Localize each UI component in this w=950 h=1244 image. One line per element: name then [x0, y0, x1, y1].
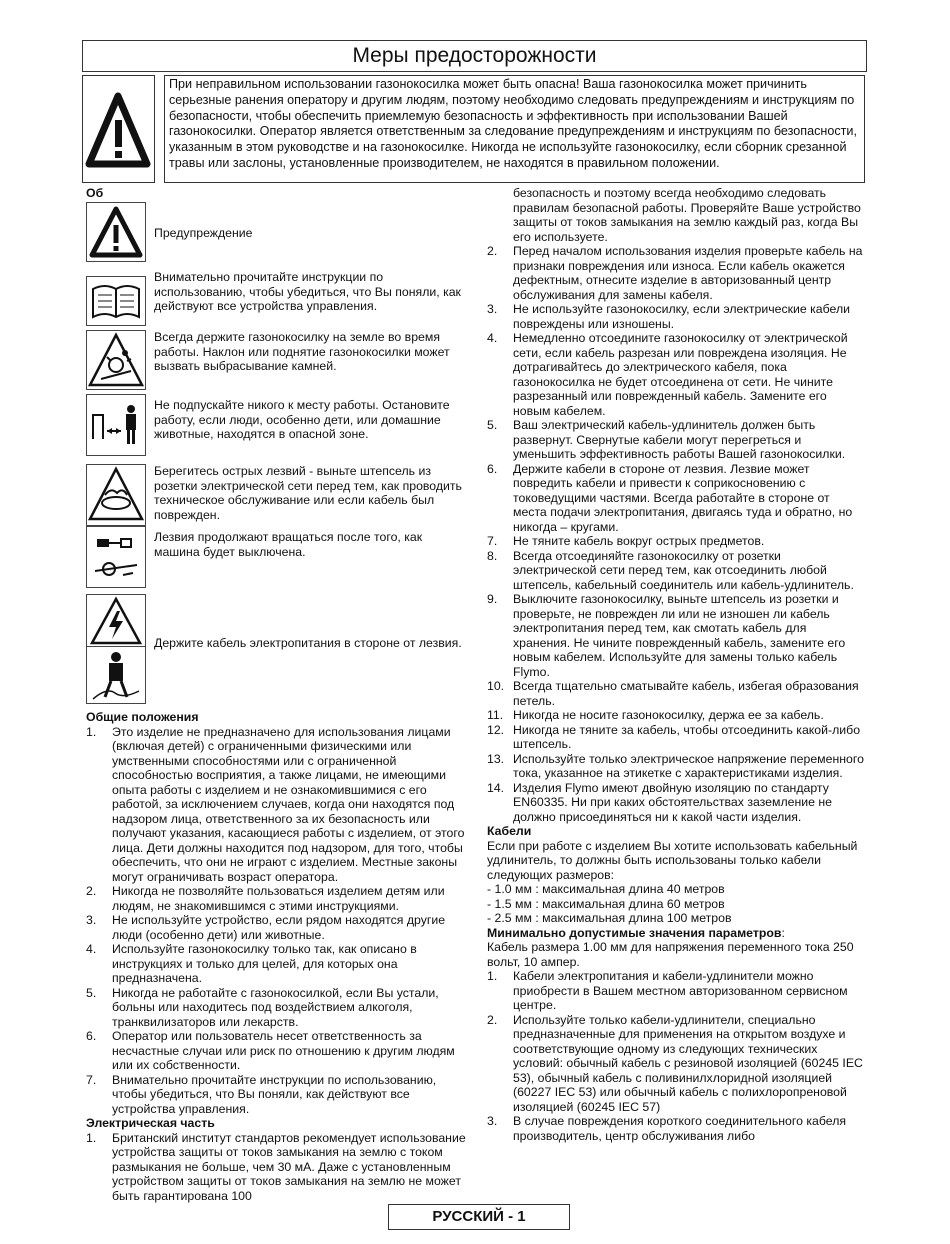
list-item: 4. Немедленно отсоедините газонокосилку от электрической сети, если кабель разрезан или повреждена изоляция. Не дотрагивайтесь до электрического кабеля, пока газонокосилка не будет отсоединена от сети. Не чините разрезанный или поврежденный кабель. Замените его новым кабелем.: [487, 331, 848, 418]
list-item: 2. Никогда не позволяйте пользоваться изделием детям или людям, не знакомившимся с этими инструкциями.: [86, 884, 445, 913]
cables-intro: Если при работе с изделием Вы хотите использовать кабельный удлинитель, то должны быть использованы только кабели следующих размеров:: [487, 838, 858, 882]
min-params: Минимально допустимые значения параметров:: [487, 925, 785, 940]
list-item: 6. Оператор или пользователь несет ответственность за несчастные случаи или риск по отношению к другим людям или их собственности.: [86, 1029, 455, 1072]
icon-text: Всегда держите газонокосилку на земле во время работы. Наклон или поднятие газонокосилки может вызвать выбрасывание камней.: [154, 330, 450, 374]
min-params-text: Кабель размера 1.00 мм для напряжения переменного тока 250 вольт, 10 ампер.: [487, 940, 854, 969]
general-list: [86, 725, 466, 1117]
list-item: 1. Британский институт стандартов рекомендует использование устройства защиты от токов замыкания на землю с током размыкания не больше, чем 30 мА. Даже с установленным устройством защиты от токов замыкания на землю не может быть гарантирована 100: [86, 1130, 466, 1203]
list-item: 1. Это изделие не предназначено для использования лицами (включая детей) с ограниченными физическими или умственными способностями или с ограниченной способностью восприятия, а также лицами, не имеющими опыта работы с изделием и не ознакомившимися с его работой, за исключением случаев, когда они находятся под надзором лица, ответственного за их безопасность или получают указания, касающиеся работы с изделием, от этого лица. Дети должны находится под надзором, для того, чтобы обеспечить, что они не играют с изделием. Местные законы могут ограничивать возраст оператора.: [86, 724, 465, 884]
list-item: 3. Не используйте устройство, если рядом находятся другие люди (особенно дети) или животные.: [86, 913, 446, 942]
icon-row-manual: [86, 264, 466, 330]
right-column: [487, 186, 865, 1143]
list-item: 11. Никогда не носите газонокосилку, держа ее за кабель.: [487, 708, 824, 722]
list-item: 14. Изделия Flymo имеют двойную изоляцию по стандарту EN60335. Ни при каких обстоятельствах заземление не должно присоединяться ни к какой части изделия.: [487, 780, 833, 824]
sharp-blades-icon: [86, 464, 146, 526]
icon-row-electric: [86, 596, 466, 710]
list-item: 3. Не используйте газонокосилку, если электрические кабели повреждены или изношены.: [487, 302, 851, 331]
electric-shock-icon: [86, 594, 146, 648]
page-title: Меры предосторожности: [82, 40, 867, 72]
list-item: 5. Ваш электрический кабель-удлинитель должен быть развернут. Свернутые кабели могут перегреться и уменьшить эффективность работы Вашей газонокосилки.: [487, 418, 846, 461]
icon-text: Не подпускайте никого к месту работы. Остановите работу, если люди, особенно дети, или домашние животные, находятся в опасной зоне.: [154, 398, 450, 442]
keep-distance-icon: [86, 394, 146, 456]
icon-text: Держите кабель электропитания в стороне от лезвия.: [154, 636, 462, 650]
icons-heading: Об: [86, 186, 104, 200]
cable-size: - 1.5 мм : максимальная длина 60 метров: [487, 896, 725, 911]
list-item: 2. Перед началом использования изделия проверьте кабель на признаки повреждения или износа. Если кабель окажется дефектным, отнесите изделие в авторизованный центр обслуживания для замены кабеля.: [487, 244, 863, 302]
warning-triangle-icon: [86, 202, 146, 262]
cables-list: [487, 969, 865, 1143]
icon-row-blades: [86, 464, 466, 530]
list-item: 6. Держите кабели в стороне от лезвия. Лезвие может повредить кабели и привести к соприкосновению с токоведущими частями. Всегда работайте в стороне от места подачи электропитания, двигаясь туда и обратно, но никогда – кругами.: [487, 461, 853, 534]
cable-size: - 1.0 мм : максимальная длина 40 метров: [487, 882, 725, 896]
electrical-list-continued: [487, 186, 865, 824]
list-item: 13. Используйте только электрическое напряжение переменного тока, указанное на этикетке с характеристиками изделия.: [487, 751, 864, 780]
icon-text: Берегитесь острых лезвий - выньте штепсель из розетки электрической сети перед тем, как проводить техническое обслуживание или если кабель был поврежден.: [154, 464, 462, 522]
list-item: 9. Выключите газонокосилку, выньте штепсель из розетки и проверьте, не поврежден ли или не изношен ли кабель электропитания перед тем, как смотать кабель для хранения. Не чините поврежденный кабель, замените его новым кабелем. Используйте для замены только кабель Flymo.: [487, 592, 846, 679]
intro-warning-text: При неправильном использовании газонокосилка может быть опасна! Ваша газонокосилка может причинить серьезные ранения оператору и другим людям, поэтому необходимо следовать предупреждениям и инструкциям по безопасности, чтобы обеспечить приемлемую безопасность и эффективность при использовании Вашей газонокосилки. Оператор является ответственным за следование предупреждениям и инструкциям по безопасности, указанным в этом руководстве и на газонокосилке. Никогда не используйте газонокосилку, если сборник срезанной травы или заслоны, установленные производителем, не находятся в правильном положении.: [164, 75, 865, 183]
icon-text: Лезвия продолжают вращаться после того, как машина будет выключена.: [154, 530, 423, 559]
manual-book-icon: [86, 276, 146, 326]
list-item: 10. Всегда тщательно сматывайте кабель, избегая образования петель.: [487, 679, 859, 708]
cable-size: - 2.5 мм : максимальная длина 100 метров: [487, 911, 732, 925]
electrical-list-start: [86, 1131, 466, 1204]
blade-rotation-icon: [86, 526, 146, 588]
icon-row-rotation: [86, 530, 466, 596]
cables-heading: Кабели: [487, 824, 532, 838]
electrical-heading: Электрическая часть: [86, 1116, 215, 1130]
icon-text: Предупреждение: [154, 226, 253, 240]
list-item: 2. Используйте только кабели-удлинители, специально предназначенные для применения на открытом воздухе и соответствующие одному из следующих технических условий: обычный кабель с резиновой изоляцией (60245 IEC 53), обычный кабель с поливинилхлоридной изоляцией (60227 IEC 53) или обычный кабель с полихлоропреновой изоляцией (60245 IEC 57): [487, 1012, 863, 1114]
list-item: 3. В случае повреждения короткого соединительного кабеля производитель, центр обслуживания либо: [487, 1114, 847, 1143]
cable-person-icon: [86, 646, 146, 704]
left-column: [86, 186, 466, 1203]
general-heading: Общие положения: [86, 710, 199, 724]
page-footer: РУССКИЙ - 1: [388, 1204, 570, 1230]
list-item: 1. Кабели электропитания и кабели-удлинители можно приобрести в Вашем местном авторизованном сервисном центре.: [487, 969, 848, 1012]
list-item: 7. Не тяните кабель вокруг острых предметов.: [487, 534, 765, 548]
list-item: 12. Никогда не тяните за кабель, чтобы отсоединить какой-либо штепсель.: [487, 722, 861, 751]
list-item: 8. Всегда отсоединяйте газонокосилку от розетки электрической сети перед тем, как отсоединить любой штепсель, кабельный соединитель или кабель-удлинитель.: [487, 548, 854, 592]
icon-row-warning: [86, 202, 466, 264]
slope-hazard-icon: [86, 330, 146, 390]
list-item: 7. Внимательно прочитайте инструкции по использованию, чтобы убедиться, что Вы поняли, как действуют все устройства управления.: [86, 1072, 437, 1116]
intro-section: [82, 75, 865, 183]
warning-triangle-icon: [82, 75, 155, 183]
icon-row-slope: [86, 330, 466, 398]
list-item-continued: безопасность и поэтому всегда необходимо следовать правилам безопасной работы. Проверяйте Ваше устройство защиты от токов замыкания на землю каждый раз, когда Вы его используете.: [513, 186, 861, 244]
list-item: 4. Используйте газонокосилку только так, как описано в инструкциях и только для целей, для которых она предназначена.: [86, 942, 417, 985]
list-item: 5. Никогда не работайте с газонокосилкой, если Вы устали, больны или находитесь под воздействием алкоголя, транквилизаторов или лекарств.: [86, 985, 439, 1029]
icon-row-distance: [86, 398, 466, 464]
min-params-heading: Минимально допустимые значения параметров: [487, 925, 782, 940]
icon-text: Внимательно прочитайте инструкции по использованию, чтобы убедиться, что Вы поняли, как действуют все устройства управления.: [154, 270, 461, 314]
